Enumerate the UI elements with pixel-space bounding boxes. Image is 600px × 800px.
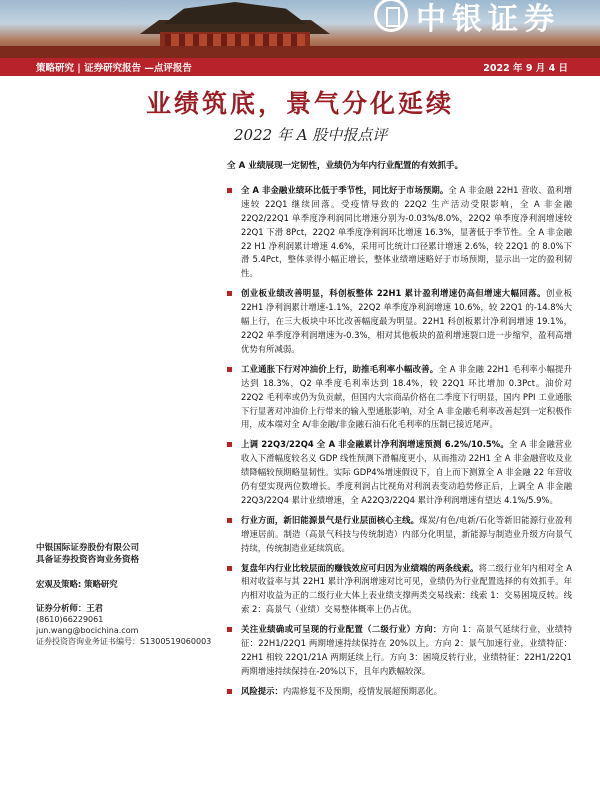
bullet-lead: 全 A 非金融业绩环比低于季节性，同比好于市场预期。 <box>241 184 449 195</box>
summary: 全 A 业绩展现一定韧性，业绩仍为年内行业配置的有效抓手。 <box>227 161 464 171</box>
bullet-body: 全 A 非金融营业收入下滑幅度较名义 GDP 线性预测下滑幅度更小，从而推动 22H1 全 A 非金融营收及业绩降幅较预期略显韧性。实际 GDP4%增速假设下，自上而下测算全 A 非金融 22 年营收仍有望实现两位数增长。季度利润占比视角对利润表变动趋势修正后，上调全 A 非金融 22Q3/22Q4 累计业绩增速，全 A22Q3/22Q4 累计净利润增速有望达 4.1%/5.9%。 <box>241 439 572 505</box>
bullet-lead: 上调 22Q3/22Q4 全 A 非金融累计净利润增速预测 6.2%/10.5%。 <box>241 439 509 450</box>
report-category: 策略研究 | 证券研究报告 —点评报告 <box>36 63 192 74</box>
bullet-body: 方向 1：高景气延续行业，业绩特征：22H1/22Q1 两期增速持续保持在 20%以上。方向 2：景气加速行业，业绩特征：22H1 相较 22Q1/21A 两期延续上行。方向 3：困境反转行业，业绩特征：22H1/22Q1 两期增速持续保持在-20%以下，且年内跌幅较深。 <box>241 624 572 676</box>
bullet-body: 内需修复不及预期，疫情发展超预期恶化。 <box>282 685 442 696</box>
bullet-item <box>227 514 572 556</box>
report-date: 2022 年 9 月 4 日 <box>483 63 568 74</box>
bullet-body: 煤炭/有色/电新/石化等新旧能源行业盈利增速居前。制造（高景气科技与传统制造）内部分化明显，新能源与制造业升级方向景气持续，传统制造业延续筑底。 <box>241 514 572 553</box>
bank-logo-icon <box>374 0 408 32</box>
bullet-body: 将二级行业年内相对全 A 相对收益率与其 22H1 累计净利润增速对比可见，业绩仍为行业配置选择的有效抓手。年内相对收益为正的二级行业大体上表业绩支撑两类交易线索：线索 1：交易困境反转。线索 2：高景气（业绩）交易整体概率上仍占优。 <box>241 562 573 615</box>
bullet-body: 全 A 非金融 22H1 营收、盈利增速较 22Q1 继续回落。受疫情导致的 22Q2 生产活动受限影响，全 A 非金融 22Q2/22Q1 单季度净利润同比增速分别为-0.03%/8.0%，22Q2 单季度净利润增速较 22Q1 下滑 8Pct，22Q2 单季度净利润环比增速 16.3%，显著低于季节性。全 A 非金融 22 H1 净利润累计增速 4.6%，采用可比统计口径累计增速 2.6%，较 22Q1 的 8.0%下滑 5.4Pct，整体录得小幅正增长，整体业绩增速略好于市场预期，显示出一定的盈利韧性。 <box>241 184 572 279</box>
palace-wall <box>0 46 600 58</box>
report-title: 业绩筑底，景气分化延续 <box>145 89 454 118</box>
bullet-list <box>227 184 572 699</box>
analyst-email[interactable]: jun.wang@bocichina.com <box>36 626 139 635</box>
bullet-item <box>227 623 572 679</box>
bullet-lead: 关注业绩确或可呈现的行业配置（二级行业）方向： <box>241 624 442 635</box>
bullet-lead: 行业方面，新旧能源景气是行业层面核心主线。 <box>241 514 420 525</box>
strategy-label: 宏观及策略: 策略研究 <box>36 579 118 589</box>
company-logo <box>374 0 600 40</box>
palace-roof-upper <box>150 2 320 24</box>
org-qualification: 具备证券投资咨询业务资格 <box>36 555 140 565</box>
header-banner <box>0 0 600 58</box>
report-body <box>227 160 572 705</box>
brand-name: 中银证券 <box>416 2 560 37</box>
bullet-body: 全 A 非金融 22H1 毛利率小幅提升达到 18.3%，Q2 单季度毛利率达到 18.4%，较 22Q1 环比增加 0.3Pct。油价对 22Q2 毛利率或仍为负贡献，但国内大宗商品价格在二季度下行明显，国内 PPI 工业通胀下行显著对冲油价上行带来的输入型通胀影响，对全 A 非金融毛利率改善起到一定积极作用，成本端对全 A/非金融/非金融石油石化毛利率的压制已接近尾声。 <box>241 363 572 430</box>
analyst-cert: 证券投资咨询业务证书编号：S1300519060003 <box>36 637 212 646</box>
bullet-item <box>227 685 572 699</box>
bullet-item <box>227 438 572 508</box>
bullet-lead: 复盘年内行业比较层面的赚钱效应可归因为业绩端的两条线索。 <box>241 562 479 573</box>
bullet-body: 创业板 22H1 净利润累计增速-1.1%，22Q2 单季度净利润增速 10.6%，较 22Q1 的-14.8%大幅上行，在三大板块中环比改善幅度最为明显。22H1 科创板累计净利润增速 19.1%，22Q2 单季度净利润增速为-0.3%，相对其他板块的盈利增速裂口进一步缩窄，盈利高增优势有所减弱。 <box>241 288 573 354</box>
bullet-item <box>227 363 572 433</box>
bullet-lead: 创业板业绩改善明显，科创板整体 22H1 累计盈利增速仍高但增速大幅回落。 <box>241 288 546 299</box>
analyst-phone: (8610)66229061 <box>36 615 104 624</box>
report-subtitle: 2022 年 A 股中报点评 <box>234 126 388 144</box>
analyst-name: 证券分析师：王君 <box>36 603 103 613</box>
bullet-item <box>227 287 572 357</box>
sidebar-info <box>36 542 216 647</box>
bullet-item <box>227 184 572 281</box>
bullet-lead: 风险提示： <box>241 685 283 696</box>
bullet-lead: 工业通胀下行对冲油价上行，助推毛利率小幅改善。 <box>241 363 439 374</box>
org-name: 中银国际证券股份有限公司 <box>36 543 140 553</box>
report-category-bar <box>0 58 600 76</box>
bullet-item <box>227 562 572 618</box>
